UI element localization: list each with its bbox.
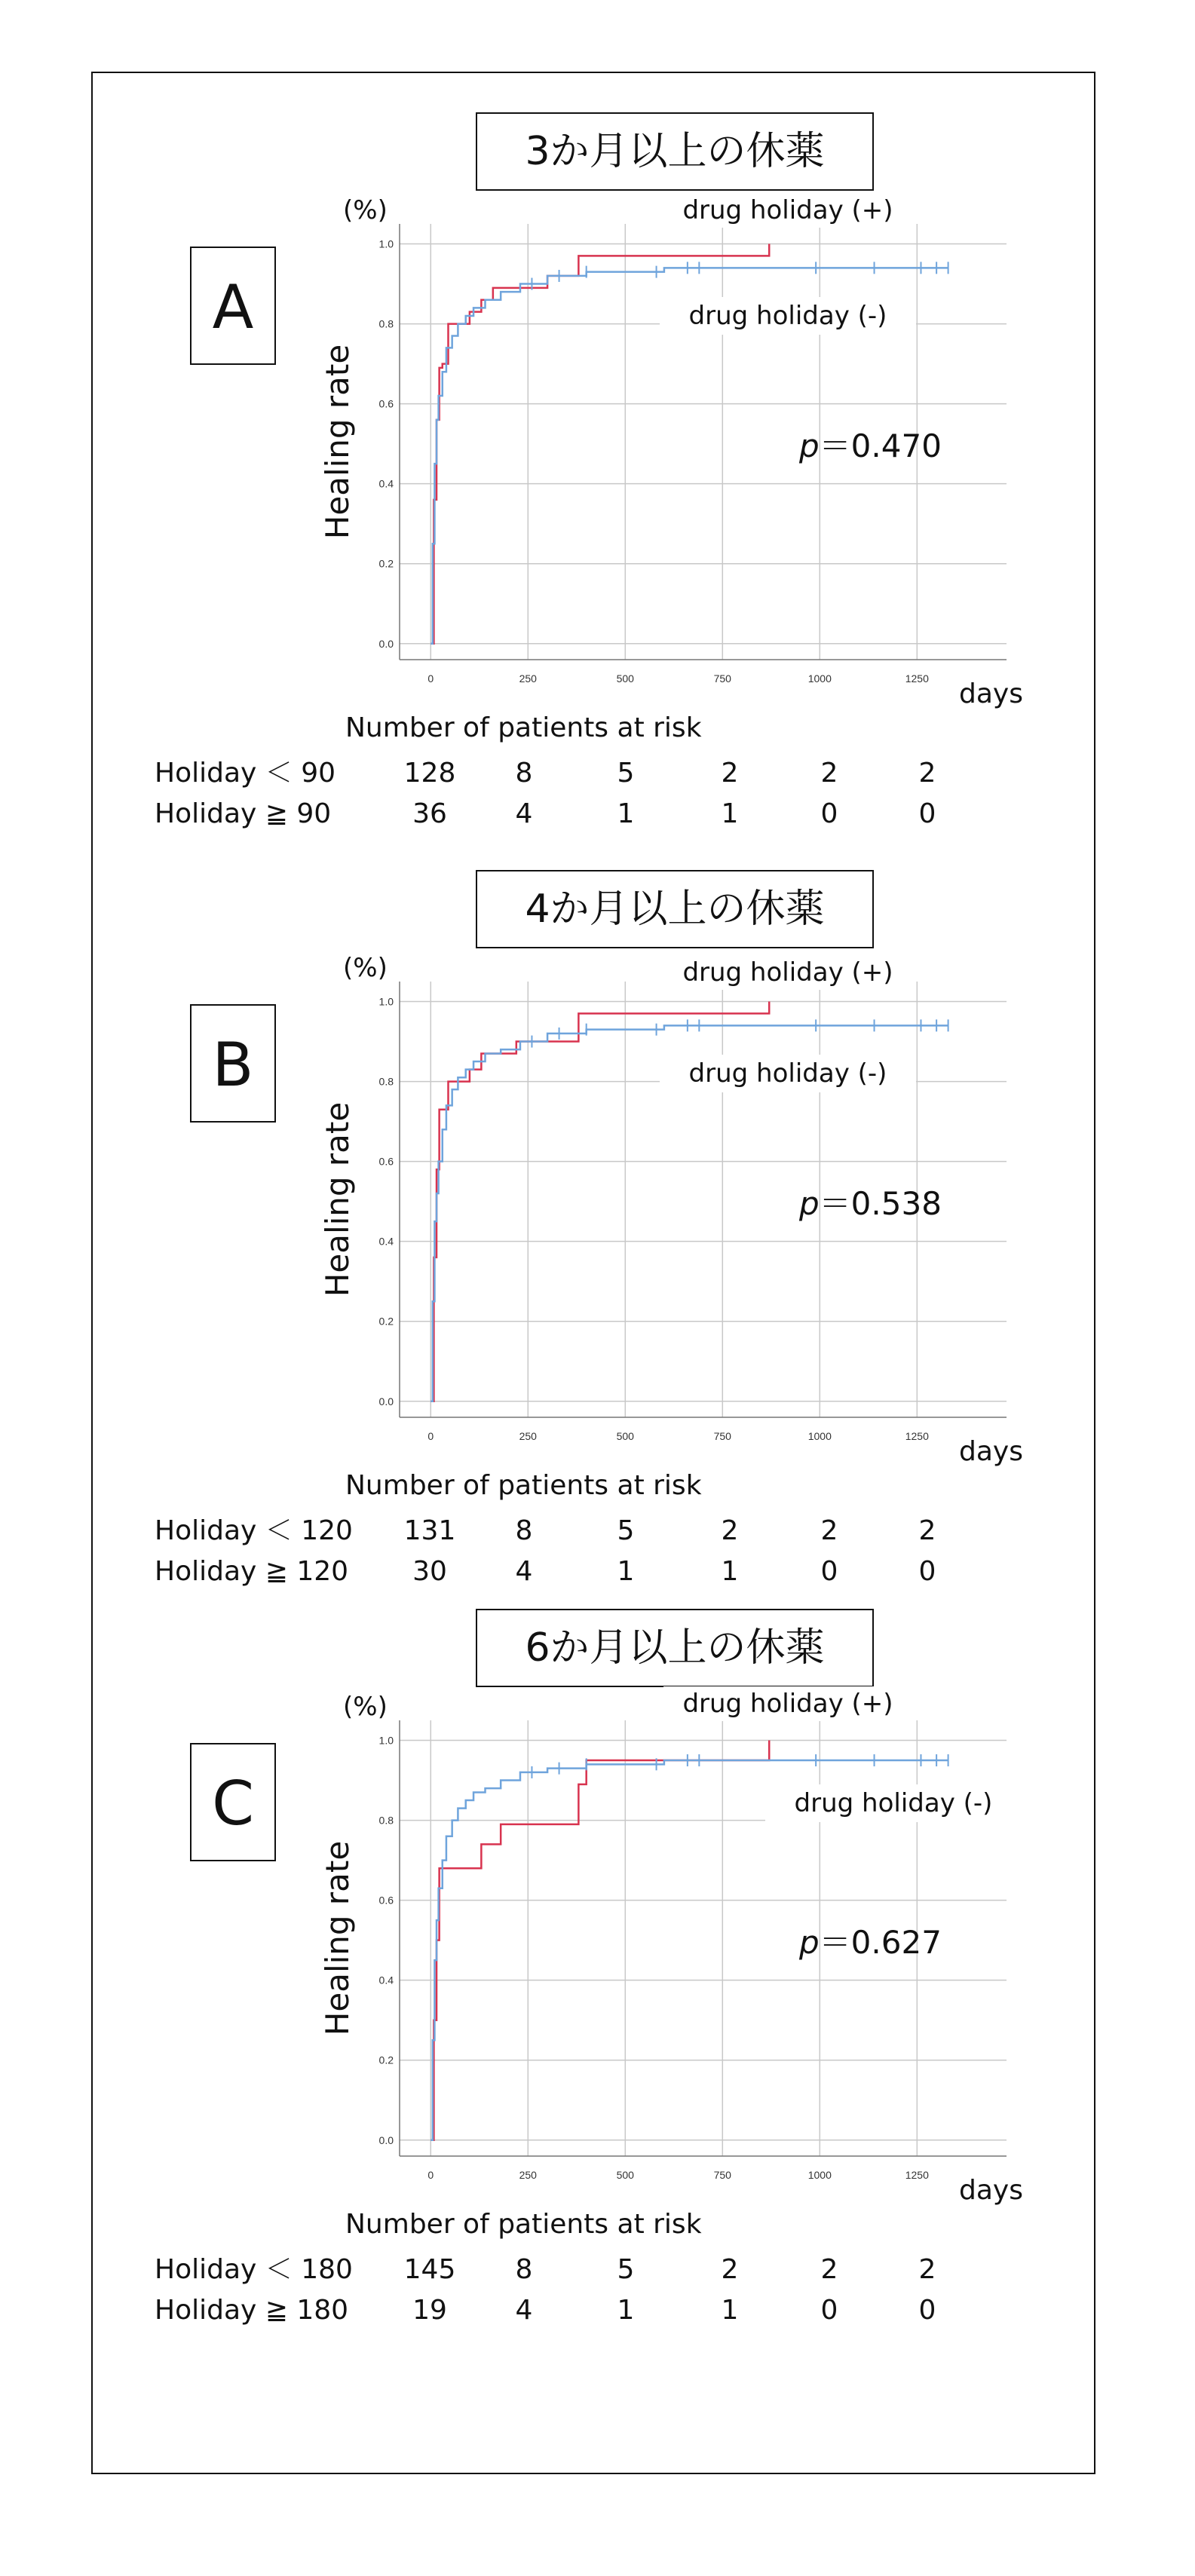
x-tick-label: 1000: [807, 2169, 832, 2181]
y-tick-label: 0.6: [378, 397, 394, 410]
risk-row-label: Holiday ≧ 180: [155, 2295, 349, 2326]
y-tick-label: 1.0: [378, 995, 394, 1008]
risk-value: 2: [721, 2254, 739, 2285]
legend-minus-label: drug holiday (-): [794, 1788, 993, 1818]
risk-value: 145: [403, 2254, 456, 2285]
x-tick-label: 250: [519, 1430, 537, 1442]
risk-table-header: Number of patients at risk: [345, 712, 702, 743]
y-tick-label: 0.6: [378, 1894, 394, 1907]
p-value: p＝0.627: [799, 1924, 942, 1961]
x-tick-label: 0: [427, 672, 434, 685]
p-value: p＝0.538: [799, 1185, 942, 1222]
x-tick-label: 1250: [905, 1430, 929, 1442]
risk-value: 0: [820, 2295, 838, 2326]
y-tick-label: 0.8: [378, 1075, 394, 1088]
y-tick-label: 0.2: [378, 1315, 394, 1328]
risk-value: 4: [515, 2295, 533, 2326]
risk-value: 30: [412, 1556, 447, 1587]
x-tick-label: 500: [616, 672, 634, 685]
x-tick-label: 750: [713, 672, 731, 685]
risk-value: 2: [820, 1515, 838, 1546]
y-unit-label: (%): [343, 195, 388, 225]
y-axis-label: Healing rate: [319, 344, 356, 540]
panel-title: 6か月以上の休薬: [525, 1625, 825, 1671]
risk-value: 131: [403, 1515, 456, 1546]
risk-value: 5: [617, 2254, 635, 2285]
x-tick-label: 250: [519, 2169, 537, 2181]
legend-plus-label: drug holiday (+): [682, 1689, 893, 1719]
risk-value: 4: [515, 1556, 533, 1587]
x-tick-label: 1250: [905, 2169, 929, 2181]
y-axis-label: Healing rate: [319, 1101, 356, 1297]
x-tick-label: 750: [713, 1430, 731, 1442]
x-axis-label: days: [959, 678, 1023, 709]
risk-value: 1: [617, 1556, 635, 1587]
risk-table-header: Number of patients at risk: [345, 2209, 702, 2240]
risk-value: 2: [820, 2254, 838, 2285]
panel-letter: C: [212, 1769, 254, 1839]
risk-value: 2: [721, 758, 739, 789]
risk-row-label: Holiday ≧ 120: [155, 1556, 349, 1587]
risk-value: 4: [515, 798, 533, 829]
risk-value: 19: [412, 2295, 447, 2326]
x-axis-label: days: [959, 2175, 1023, 2206]
y-tick-label: 0.4: [378, 477, 394, 490]
risk-row-label: Holiday ≧ 90: [155, 798, 332, 829]
risk-value: 36: [412, 798, 447, 829]
x-tick-label: 1000: [807, 672, 832, 685]
risk-value: 1: [721, 2295, 739, 2326]
x-tick-label: 250: [519, 672, 537, 685]
risk-value: 0: [820, 1556, 838, 1587]
risk-value: 1: [617, 2295, 635, 2326]
p-value: p＝0.470: [799, 427, 942, 464]
legend-plus-label: drug holiday (+): [682, 195, 893, 225]
y-tick-label: 0.6: [378, 1155, 394, 1168]
y-tick-label: 0.2: [378, 557, 394, 570]
risk-value: 1: [721, 1556, 739, 1587]
y-tick-label: 0.4: [378, 1235, 394, 1248]
risk-value: 8: [515, 758, 533, 789]
x-tick-label: 750: [713, 2169, 731, 2181]
risk-value: 2: [721, 1515, 739, 1546]
x-axis-label: days: [959, 1436, 1023, 1467]
y-tick-label: 0.0: [378, 637, 394, 650]
panel-letter: B: [212, 1030, 254, 1100]
risk-value: 0: [918, 2295, 936, 2326]
figure-border: [92, 72, 1095, 2473]
risk-value: 8: [515, 1515, 533, 1546]
y-unit-label: (%): [343, 1692, 388, 1722]
x-tick-label: 0: [427, 1430, 434, 1442]
legend-minus-label: drug holiday (-): [688, 1058, 887, 1089]
risk-row-label: Holiday ＜ 90: [155, 758, 336, 789]
y-tick-label: 0.4: [378, 1974, 394, 1986]
y-tick-label: 0.8: [378, 1814, 394, 1827]
risk-row-label: Holiday ＜ 180: [155, 2254, 353, 2285]
risk-value: 5: [617, 1515, 635, 1546]
risk-value: 128: [403, 758, 456, 789]
risk-value: 0: [918, 1556, 936, 1587]
risk-value: 8: [515, 2254, 533, 2285]
risk-value: 0: [918, 798, 936, 829]
risk-value: 2: [918, 1515, 936, 1546]
x-tick-label: 0: [427, 2169, 434, 2181]
y-axis-label: Healing rate: [319, 1840, 356, 2036]
risk-value: 1: [617, 798, 635, 829]
panel-title: 3か月以上の休薬: [525, 129, 825, 174]
panel-title: 4か月以上の休薬: [525, 887, 825, 932]
risk-value: 2: [918, 2254, 936, 2285]
y-tick-label: 0.8: [378, 317, 394, 330]
risk-row-label: Holiday ＜ 120: [155, 1515, 353, 1546]
legend-minus-label: drug holiday (-): [688, 301, 887, 331]
y-tick-label: 0.2: [378, 2054, 394, 2066]
y-tick-label: 1.0: [378, 1734, 394, 1747]
y-tick-label: 0.0: [378, 2133, 394, 2146]
risk-value: 5: [617, 758, 635, 789]
risk-value: 2: [918, 758, 936, 789]
y-tick-label: 1.0: [378, 237, 394, 250]
panel-letter: A: [212, 272, 254, 342]
risk-table-header: Number of patients at risk: [345, 1470, 702, 1501]
x-tick-label: 1250: [905, 672, 929, 685]
x-tick-label: 500: [616, 1430, 634, 1442]
x-tick-label: 500: [616, 2169, 634, 2181]
y-tick-label: 0.0: [378, 1395, 394, 1407]
x-tick-label: 1000: [807, 1430, 832, 1442]
risk-value: 2: [820, 758, 838, 789]
legend-plus-label: drug holiday (+): [682, 957, 893, 988]
risk-value: 1: [721, 798, 739, 829]
risk-value: 0: [820, 798, 838, 829]
y-unit-label: (%): [343, 953, 388, 983]
